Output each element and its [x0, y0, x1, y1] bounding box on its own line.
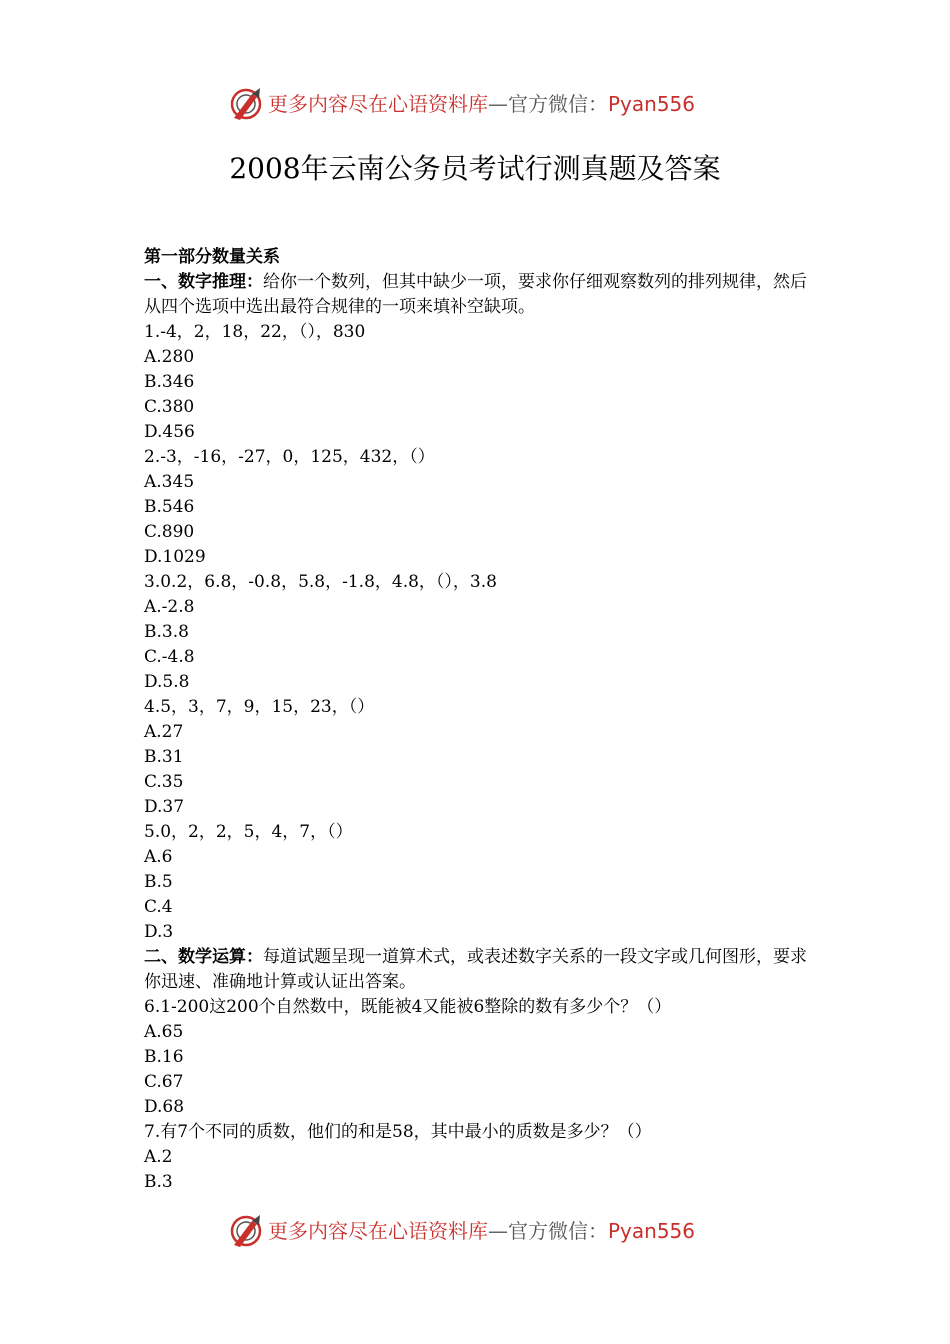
answer-option: B.16: [144, 1047, 184, 1067]
question-stem: 6.1-200这200个自然数中，既能被4又能被6整除的数有多少个？（）: [144, 997, 672, 1017]
banner-dash: —: [488, 1219, 508, 1243]
question-stem: 3.0.2，6.8，-0.8，5.8，-1.8，4.8，（），3.8: [144, 572, 497, 592]
section-1-description: 给你一个数列，但其中缺少一项，要求你仔细观察数列的排列规律，然后从四个选项中选出最符合规律的一项来填补空缺项。: [144, 272, 807, 317]
banner-text: [268, 90, 695, 118]
answer-option: A.27: [144, 722, 184, 742]
section-2-intro: [144, 945, 810, 995]
answer-option: A.-2.8: [144, 597, 195, 617]
answer-option: D.37: [144, 797, 185, 817]
banner-wechat-id: Pyan556: [608, 1219, 696, 1243]
answer-option: D.1029: [144, 547, 206, 567]
document-title: 2008年云南公务员考试行测真题及答案: [229, 152, 721, 185]
answer-option: D.456: [144, 422, 195, 442]
answer-option: D.5.8: [144, 672, 190, 692]
answer-option: B.3: [144, 1172, 173, 1192]
footer-banner: [0, 1207, 950, 1257]
answer-option: B.346: [144, 372, 195, 392]
answer-option: B.546: [144, 497, 195, 517]
answer-option: C.4: [144, 897, 173, 917]
question-stem: 4.5，3，7，9，15，23，（）: [144, 697, 375, 717]
answer-option: A.345: [144, 472, 195, 492]
banner-official-label: 官方微信：: [508, 1219, 608, 1243]
answer-option: A.280: [144, 347, 195, 367]
answer-option: D.3: [144, 922, 174, 942]
answer-option: D.68: [144, 1097, 185, 1117]
question-stem: 5.0，2，2，5，4，7，（）: [144, 822, 353, 842]
answer-option: A.65: [144, 1022, 184, 1042]
question-stem: 2.-3，-16，-27，0，125，432，（）: [144, 447, 435, 467]
question-stem: 1.-4，2，18，22，（），830: [144, 322, 366, 342]
answer-option: B.3.8: [144, 622, 189, 642]
document-body: [144, 245, 814, 1195]
section-1-label: 一、数字推理：: [144, 272, 263, 292]
section-2-description: 每道试题呈现一道算术式，或表述数字关系的一段文字或几何图形，要求你迅速、准确地计算或认证出答案。: [144, 947, 807, 992]
section-2-label: 二、数学运算：: [144, 947, 263, 967]
banner-main-text: 更多内容尽在心语资料库: [268, 1219, 488, 1243]
banner-official-label: 官方微信：: [508, 92, 608, 116]
answer-option: C.67: [144, 1072, 184, 1092]
answer-option: C.35: [144, 772, 184, 792]
answer-option: C.890: [144, 522, 195, 542]
pen-nib-logo-icon: [226, 84, 266, 124]
banner-dash: —: [488, 92, 508, 116]
answer-option: A.6: [144, 847, 173, 867]
answer-option: B.31: [144, 747, 184, 767]
section-1-intro: [144, 270, 810, 320]
banner-text: [268, 1217, 695, 1245]
answer-option: B.5: [144, 872, 173, 892]
question-stem: 7.有7个不同的质数，他们的和是58，其中最小的质数是多少？（）: [144, 1122, 652, 1142]
answer-option: C.380: [144, 397, 195, 417]
banner-wechat-id: Pyan556: [608, 92, 696, 116]
answer-option: C.-4.8: [144, 647, 195, 667]
pen-nib-logo-icon: [226, 1211, 266, 1251]
header-banner: [0, 80, 950, 130]
answer-option: A.2: [144, 1147, 173, 1167]
part-heading: 第一部分数量关系: [144, 247, 280, 267]
banner-main-text: 更多内容尽在心语资料库: [268, 92, 488, 116]
